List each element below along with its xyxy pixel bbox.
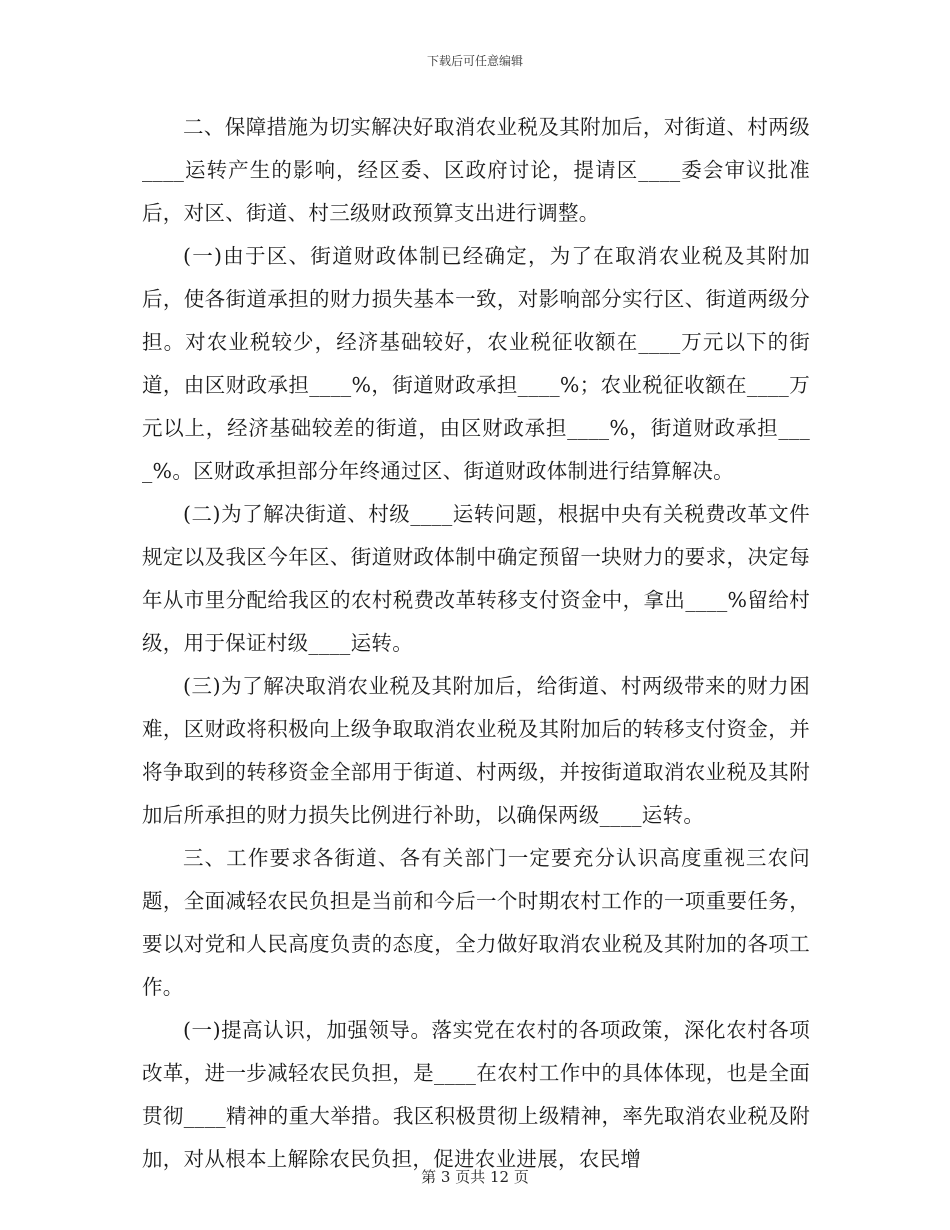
page-number-footer: 第 3 页共 12 页 bbox=[421, 1168, 529, 1186]
paragraph-section-two: 二、保障措施为切实解决好取消农业税及其附加后，对街道、村两级____运转产生的影响，经区委、区政府讨论，提请区____委会审议批准后，对区、街道、村三级财政预算支出进行调整。 bbox=[142, 115, 810, 225]
document-body bbox=[142, 106, 810, 1181]
paragraph-item-three: (三)为了解决取消农业税及其附加后，给街道、村两级带来的财力困难，区财政将积极向上级争取取消农业税及其附加后的转移支付资金，并将争取到的转移资金全部用于街道、村两级，并按街道取消农业税及其附加后所承担的财力损失比例进行补助，以确保两级____运转。 bbox=[142, 674, 810, 827]
paragraph-section-three: 三、工作要求各街道、各有关部门一定要充分认识高度重视三农问题，全面减轻农民负担是当前和今后一个时期农村工作的一项重要任务，要以对党和人民高度负责的态度，全力做好取消农业税及其附加的各项工作。 bbox=[142, 846, 810, 999]
paragraph-item-two: (二)为了解决街道、村级____运转问题，根据中央有关税费改革文件规定以及我区今年区、街道财政体制中确定预留一块财力的要求，决定每年从市里分配给我区的农村税费改革转移支付资金中，拿出____%留给村级，用于保证村级____运转。 bbox=[142, 502, 810, 655]
page-header: 下载后可任意编辑 bbox=[426, 54, 523, 68]
paragraph-item-one: (一)由于区、街道财政体制已经确定，为了在取消农业税及其附加后，使各街道承担的财力损失基本一致，对影响部分实行区、街道两级分担。对农业税较少，经济基础较好，农业税征收额在____万元以下的街道，由区财政承担____%，街道财政承担____%；农业税征收额在____万元以上，经济基础较差的街道，由区财政承担____%，街道财政承担____%。区财政承担部分年终通过区、街道财政体制进行结算解决。 bbox=[142, 244, 810, 483]
paragraph-requirement-one: (一)提高认识，加强领导。落实党在农村的各项政策，深化农村各项改革，进一步减轻农民负担，是____在农村工作中的具体体现，也是全面贯彻____精神的重大举措。我区积极贯彻上级精神，率先取消农业税及附加，对从根本上解除农民负担，促进农业进展，农民增 bbox=[142, 1018, 810, 1171]
